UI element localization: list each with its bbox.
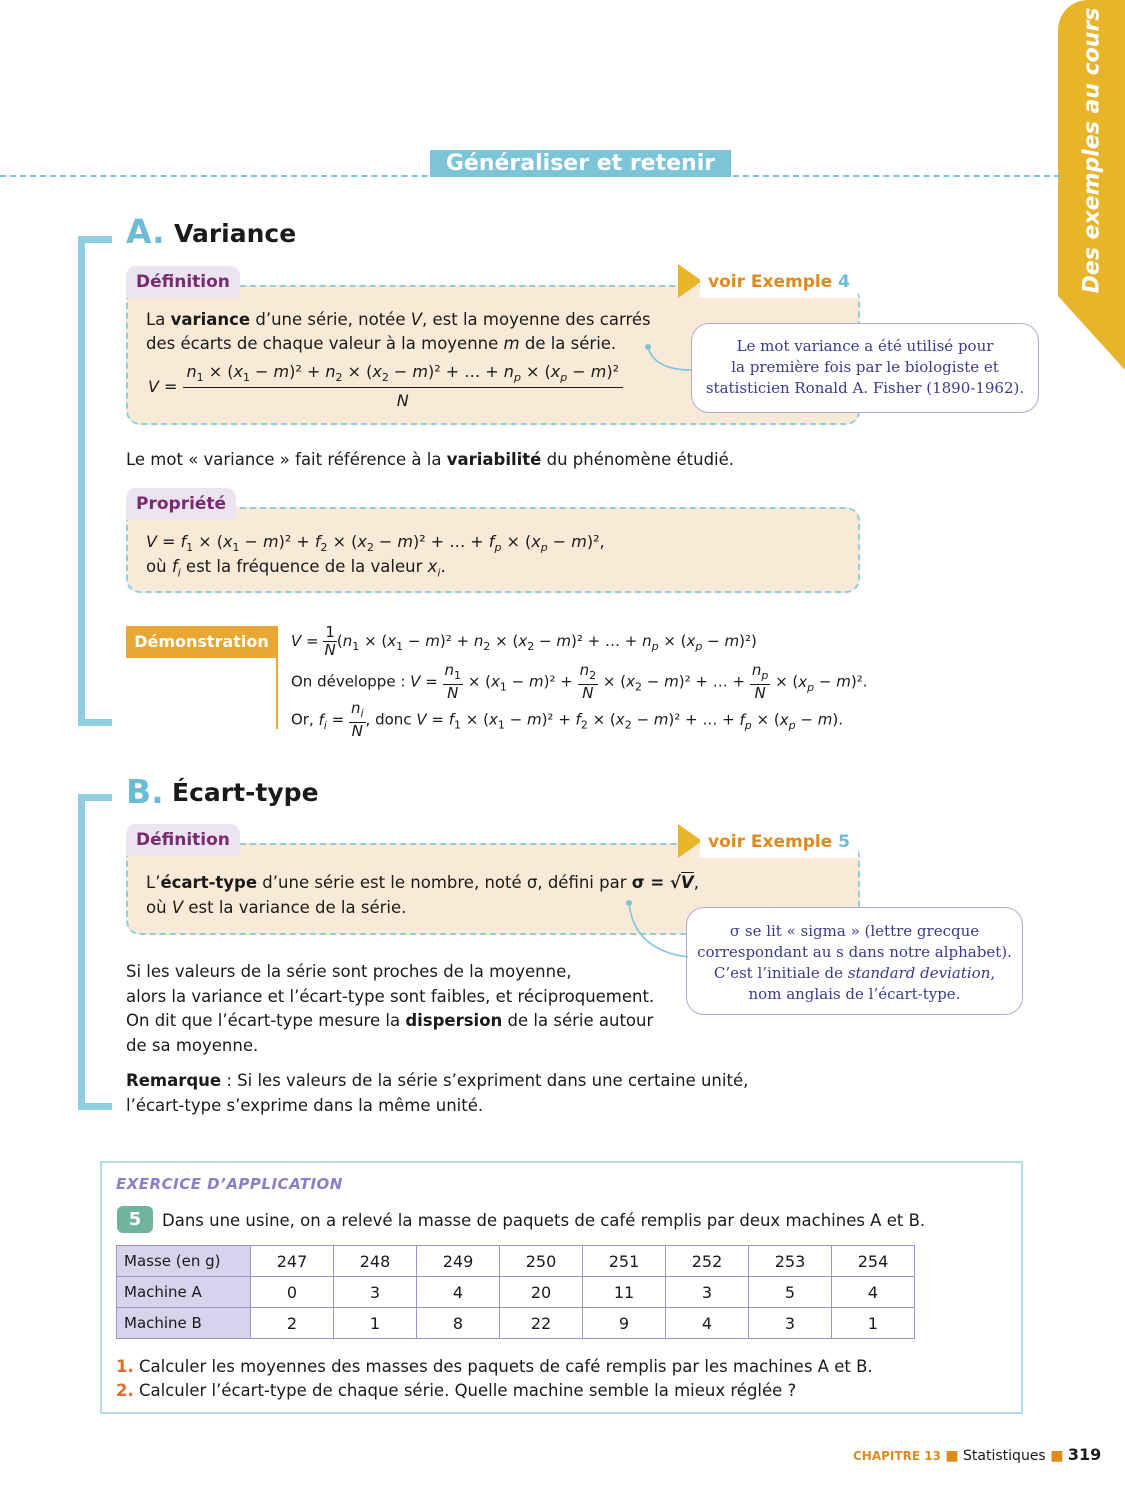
section-b-title: Écart-type [172, 778, 319, 807]
table-cell: 253 [749, 1246, 832, 1277]
variance-definition-line2: des écarts de chaque valeur à la moyenne m de la série. [146, 334, 617, 353]
table-cell: 20 [500, 1277, 583, 1308]
table-header-label: Masse (en g) [117, 1246, 251, 1277]
table-cell: 4 [666, 1308, 749, 1339]
table-cell: 5 [749, 1277, 832, 1308]
exercise-title: EXERCICE D’APPLICATION [116, 1175, 343, 1193]
question-1: 1. Calculer les moyennes des masses des paquets de café remplis par les machines A et B. [116, 1357, 873, 1376]
voir-exemple-5-link[interactable]: voir Exemple 5 [700, 826, 858, 858]
voir-arrow-icon [678, 824, 702, 858]
demo-line3: Or, $f_i$ = $\frac{n_i}{N}$ , donc $V = f_1 \times (x_1 - m)^2 + f_2 \times (x_2 - m)^2$ + … + $f_p \times (x_p - m)$. [291, 699, 843, 740]
definition-tag: Définition [126, 824, 240, 856]
table-row [117, 1246, 915, 1277]
table-cell: 3 [749, 1308, 832, 1339]
exercise-number: 5 [117, 1206, 153, 1233]
sigma-note-bubble: σ se lit « sigma » (lettre grecque correspondant au s dans notre alphabet). C’est l’initiale de standard deviation, nom anglais de l’écart-type. [686, 907, 1023, 1015]
table-cell: 251 [583, 1246, 666, 1277]
demonstration-rule [276, 626, 278, 729]
table-cell: 252 [666, 1246, 749, 1277]
table-row-label: Machine B [117, 1308, 251, 1339]
page-footer: CHAPITRE 13 ■ Statistiques ■ 319 [853, 1445, 1102, 1464]
table-cell: 247 [251, 1246, 334, 1277]
demo-line1: V = $\frac{1}{N}$ ($n_1 \times (x_1 - m)^2 + n_2 \times (x_2 - m)^2$ + … + $n_p \times (x_p - m)^2$) [291, 623, 757, 659]
table-cell: 1 [832, 1308, 915, 1339]
property-tag: Propriété [126, 488, 236, 520]
table-cell: 0 [251, 1277, 334, 1308]
side-tab-label: Des exemples au cours [1079, 7, 1105, 293]
table-cell: 4 [832, 1277, 915, 1308]
variance-formula: V = $n_1 \times (x_1 - m)^2 + n_2 \times (x_2 - m)^2$ + … + $n_p \times (x_p - m)^2$ N [148, 362, 623, 410]
ecart-type-definition-line2: où V est la variance de la série. [146, 898, 407, 917]
demonstration-tag: Démonstration [126, 626, 277, 658]
property-line2: où $f_i$ est la fréquence de la valeur $x_i$. [146, 557, 446, 580]
property-formula: $V = f_1 \times (x_1 - m)^2 + f_2 \times (x_2 - m)^2$ + … + $f_p \times (x_p - m)^2$, [146, 532, 605, 555]
variance-note: Le mot « variance » fait référence à la variabilité du phénomène étudié. [126, 450, 735, 469]
ecart-type-definition-line1: L’écart-type d’une série est le nombre, noté σ, défini par σ = √V, [146, 873, 699, 892]
table-cell: 248 [334, 1246, 417, 1277]
table-cell: 2 [251, 1308, 334, 1339]
table-cell: 250 [500, 1246, 583, 1277]
demo-line2: On développe : V = $\frac{n_1}{N}$ × $(x_1 - m)^2$ + $\frac{n_2}{N}$ × $(x_2 - m)^2$ + … + $\frac{n_p}{N}$ × $(x_p - m)^2$. [291, 661, 868, 702]
table-cell: 1 [334, 1308, 417, 1339]
section-a-bracket [78, 236, 112, 726]
table-row [117, 1277, 915, 1308]
table-cell: 22 [500, 1308, 583, 1339]
table-cell: 3 [334, 1277, 417, 1308]
section-a-letter: A. [126, 212, 165, 251]
voir-arrow-icon [678, 264, 702, 298]
table-row [117, 1308, 915, 1339]
section-b-bracket [78, 794, 112, 1110]
section-b-letter: B. [126, 772, 164, 811]
table-cell: 4 [417, 1277, 500, 1308]
section-a-title: Variance [174, 219, 297, 248]
table-cell: 254 [832, 1246, 915, 1277]
fisher-note-bubble: Le mot variance a été utilisé pour la première fois par le biologiste et statisticien Ronald A. Fisher (1890-1962). [691, 323, 1039, 413]
table-cell: 249 [417, 1246, 500, 1277]
mass-table [116, 1245, 915, 1339]
dispersion-paragraph: Si les valeurs de la série sont proches de la moyenne, alors la variance et l’écart-type sont faibles, et réciproquement. On dit que l’écart-type mesure la dispersion de la série autour de sa moyenne. [126, 962, 655, 1055]
table-cell: 8 [417, 1308, 500, 1339]
page-title: Généraliser et retenir [430, 150, 731, 177]
question-2: 2. Calculer l’écart-type de chaque série. Quelle machine semble la mieux réglée ? [116, 1381, 797, 1400]
variance-definition-line1: La variance d’une série, notée V, est la moyenne des carrés [146, 310, 651, 329]
bubble-connector-icon [620, 895, 695, 965]
table-cell: 11 [583, 1277, 666, 1308]
voir-exemple-4-link[interactable]: voir Exemple 4 [700, 266, 858, 298]
table-row-label: Machine A [117, 1277, 251, 1308]
bubble-connector-icon [640, 340, 700, 380]
table-cell: 3 [666, 1277, 749, 1308]
table-cell: 9 [583, 1308, 666, 1339]
remark: Remarque : Si les valeurs de la série s’expriment dans une certaine unité, l’écart-type s’exprime dans la même unité. [126, 1071, 749, 1115]
exercise-statement: Dans une usine, on a relevé la masse de paquets de café remplis par deux machines A et B. [162, 1211, 926, 1230]
definition-tag: Définition [126, 266, 240, 298]
